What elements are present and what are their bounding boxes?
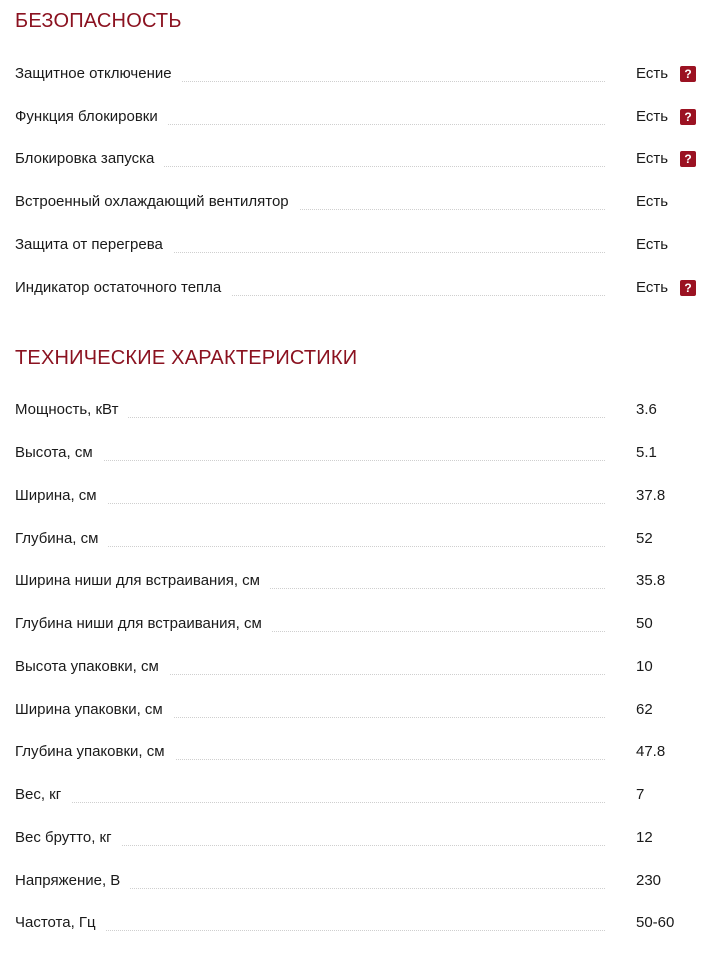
spec-label: Частота, Гц bbox=[15, 912, 106, 934]
spec-label: Ширина ниши для встраивания, см bbox=[15, 570, 270, 592]
safety-section-title: БЕЗОПАСНОСТЬ bbox=[15, 10, 182, 32]
spec-value: Есть bbox=[636, 65, 669, 82]
spec-value: 37.8 bbox=[636, 487, 666, 504]
spec-label: Ширина упаковки, см bbox=[15, 699, 173, 721]
spec-label: Глубина, см bbox=[15, 528, 108, 550]
help-icon[interactable]: ? bbox=[680, 66, 696, 82]
spec-value: Есть bbox=[636, 236, 669, 253]
spec-row-residual-heat-indicator bbox=[15, 277, 700, 299]
spec-value: 12 bbox=[636, 829, 653, 846]
spec-label: Функция блокировки bbox=[15, 106, 168, 128]
spec-value: 62 bbox=[636, 701, 653, 718]
spec-row-height bbox=[15, 442, 700, 464]
specs-section-title: ТЕХНИЧЕСКИЕ ХАРАКТЕРИСТИКИ bbox=[15, 347, 358, 369]
spec-value: Есть bbox=[636, 150, 669, 167]
spec-row-package-depth bbox=[15, 741, 700, 763]
spec-value: 47.8 bbox=[636, 743, 666, 760]
spec-label: Индикатор остаточного тепла bbox=[15, 277, 231, 299]
spec-label: Вес брутто, кг bbox=[15, 827, 122, 849]
spec-value: Есть bbox=[636, 108, 669, 125]
specs-section bbox=[15, 345, 700, 931]
spec-row-power bbox=[15, 399, 700, 421]
spec-row-width bbox=[15, 485, 700, 507]
spec-label: Глубина ниши для встраивания, см bbox=[15, 613, 272, 635]
spec-value: 5.1 bbox=[636, 444, 657, 461]
spec-label: Защитное отключение bbox=[15, 63, 182, 85]
spec-row-cooling-fan bbox=[15, 191, 700, 213]
spec-row-weight bbox=[15, 784, 700, 806]
spec-label: Защита от перегрева bbox=[15, 234, 173, 256]
spec-row-niche-depth bbox=[15, 613, 700, 635]
spec-row-package-width bbox=[15, 699, 700, 721]
spec-value: 50 bbox=[636, 615, 653, 632]
spec-row-gross-weight bbox=[15, 827, 700, 849]
spec-row-depth bbox=[15, 528, 700, 550]
spec-label: Напряжение, В bbox=[15, 870, 130, 892]
spec-label: Высота упаковки, см bbox=[15, 656, 169, 678]
dotted-leader bbox=[15, 460, 605, 461]
spec-label: Глубина упаковки, см bbox=[15, 741, 175, 763]
spec-row-niche-width bbox=[15, 570, 700, 592]
spec-value: Есть bbox=[636, 193, 669, 210]
help-icon[interactable]: ? bbox=[680, 280, 696, 296]
spec-row-overheat-protection bbox=[15, 234, 700, 256]
spec-value: 50-60 bbox=[636, 914, 675, 931]
spec-label: Вес, кг bbox=[15, 784, 71, 806]
spec-value: 52 bbox=[636, 530, 653, 547]
spec-row-voltage bbox=[15, 870, 700, 892]
spec-label: Блокировка запуска bbox=[15, 148, 164, 170]
spec-row-protective-shutdown bbox=[15, 63, 700, 85]
spec-label: Ширина, см bbox=[15, 485, 107, 507]
spec-value: 3.6 bbox=[636, 401, 657, 418]
safety-section bbox=[15, 8, 700, 296]
spec-row-package-height bbox=[15, 656, 700, 678]
spec-row-frequency bbox=[15, 912, 700, 934]
spec-value: 230 bbox=[636, 872, 662, 889]
spec-row-start-lock bbox=[15, 148, 700, 170]
spec-label: Высота, см bbox=[15, 442, 103, 464]
help-icon[interactable]: ? bbox=[680, 151, 696, 167]
spec-row-lock-function bbox=[15, 106, 700, 128]
spec-label: Встроенный охлаждающий вентилятор bbox=[15, 191, 299, 213]
spec-value: Есть bbox=[636, 279, 669, 296]
dotted-leader bbox=[15, 802, 605, 803]
spec-value: 10 bbox=[636, 658, 653, 675]
spec-value: 7 bbox=[636, 786, 645, 803]
help-icon[interactable]: ? bbox=[680, 109, 696, 125]
spec-value: 35.8 bbox=[636, 572, 666, 589]
spec-label: Мощность, кВт bbox=[15, 399, 128, 421]
